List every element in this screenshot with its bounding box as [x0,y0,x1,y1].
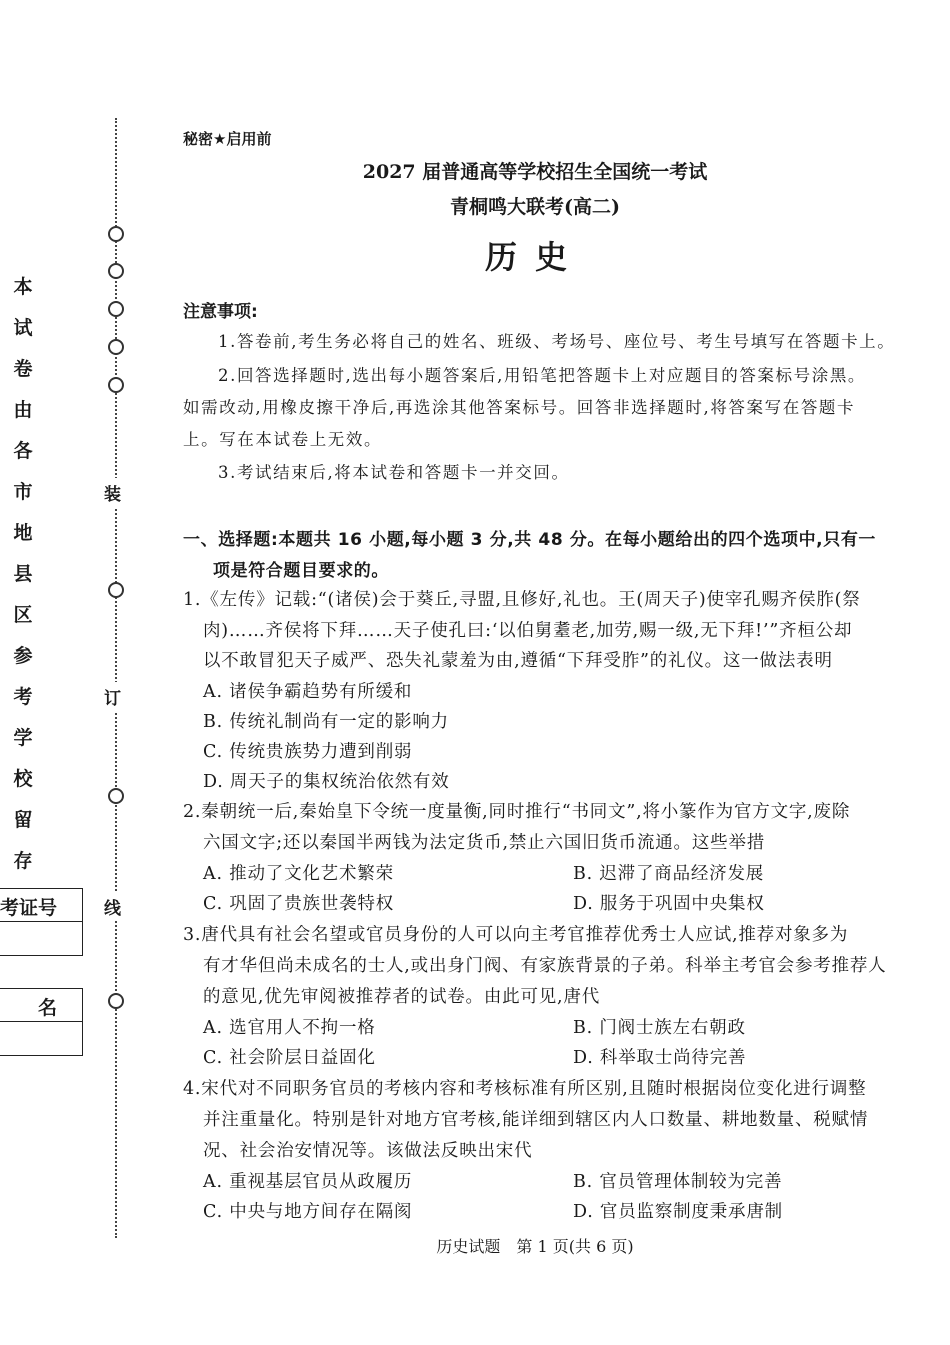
side-note-char: 考 [13,686,33,708]
side-note-char: 本 [13,276,33,298]
option-a: A. 重视基层官员从政履历 [203,1172,413,1192]
binding-ring-icon [108,788,124,804]
exam-title: 2027 届普通高等学校招生全国统一考试 [362,161,708,183]
notice-line: 1.答卷前,考生务必将自己的姓名、班级、考场号、座位号、考生号填写在答题卡上。 [218,332,896,351]
option-d: D. 周天子的集权统治依然有效 [203,772,450,792]
binding-ring-icon [108,993,124,1009]
binding-ring-icon [108,582,124,598]
notice-line: 如需改动,用橡皮擦干净后,再选涂其他答案标号。回答非选择题时,将答案写在答题卡 [183,398,856,417]
option-a: A. 选官用人不拘一格 [203,1018,376,1038]
binding-char-ding: 订 [104,682,121,711]
option-d: D. 服务于巩固中央集权 [573,894,765,914]
side-note-char: 由 [13,399,33,421]
binding-char-xian: 线 [104,892,121,921]
name-label: 名 [38,997,58,1019]
option-c: C. 中央与地方间存在隔阂 [203,1202,413,1222]
notice-line: 2.回答选择题时,选出每小题答案后,用铅笔把答题卡上对应题目的答案标号涂黑。 [218,366,867,385]
side-note-char: 学 [13,727,33,749]
side-note-char: 试 [13,317,33,339]
exam-number-label: 考证号 [0,897,58,919]
option-b: B. 官员管理体制较为完善 [573,1172,783,1192]
question-stem: 有才华但尚未成名的士人,或出身门阀、有家族背景的子弟。科举主考官会参考推荐人 [203,956,887,976]
option-b: B. 传统礼制尚有一定的影响力 [203,712,449,732]
option-d: D. 官员监察制度秉承唐制 [573,1202,783,1222]
question-stem: 六国文字;还以秦国半两钱为法定货币,禁止六国旧货币流通。这些举措 [203,833,766,853]
question-stem: 4.宋代对不同职务官员的考核内容和考核标准有所区别,且随时根据岗位变化进行调整 [183,1079,867,1099]
option-c: C. 传统贵族势力遭到削弱 [203,742,413,762]
side-note-char: 留 [13,809,33,831]
binding-ring-icon [108,377,124,393]
question-stem: 1.《左传》记载:“(诸侯)会于葵丘,寻盟,且修好,礼也。王(周天子)使宰孔赐齐侯胙(祭 [183,590,861,610]
binding-ring-icon [108,301,124,317]
question-stem: 况、社会治安情况等。该做法反映出宋代 [203,1141,533,1161]
side-note-char: 区 [13,604,33,626]
option-a: A. 推动了文化艺术繁荣 [203,864,394,884]
side-note-char: 各 [13,440,33,462]
notice-title: 注意事项: [183,302,258,322]
notice-line: 3.考试结束后,将本试卷和答题卡一并交回。 [218,463,570,482]
question-stem: 以不敢冒犯天子威严、恐失礼蒙羞为由,遵循“下拜受胙”的礼仪。这一做法表明 [203,651,833,671]
question-stem: 2.秦朝统一后,秦始皇下令统一度量衡,同时推行“书同文”,将小篆作为官方文字,废除 [183,802,851,822]
option-d: D. 科举取士尚待完善 [573,1048,747,1068]
option-b: B. 门阀士族左右朝政 [573,1018,746,1038]
question-stem: 并注重量化。特别是针对地方官考核,能详细到辖区内人口数量、耕地数量、税赋情 [203,1110,869,1130]
section-heading: 项是符合题目要求的。 [213,561,389,581]
option-a: A. 诸侯争霸趋势有所缓和 [203,682,413,702]
side-note-char: 卷 [13,358,33,380]
option-c: C. 巩固了贵族世袭特权 [203,894,394,914]
side-note-char: 存 [13,850,33,872]
confidential-mark: 秘密★启用前 [183,130,272,148]
option-b: B. 迟滞了商品经济发展 [573,864,765,884]
side-note-char: 市 [13,481,33,503]
option-c: C. 社会阶层日益固化 [203,1048,376,1068]
exam-subtitle: 青桐鸣大联考(高二) [450,196,620,218]
side-note-char: 县 [13,563,33,585]
side-note-char: 地 [13,522,33,544]
question-stem: 肉)……齐侯将下拜……天子使孔曰:‘以伯舅耋老,加劳,赐一级,无下拜!’”齐桓公却 [203,621,853,641]
exam-number-box[interactable] [0,888,83,956]
page-footer: 历史试题 第 1 页(共 6 页) [436,1237,634,1256]
binding-char-zhuang: 装 [104,478,121,507]
question-stem: 的意见,优先审阅被推荐者的试卷。由此可见,唐代 [203,987,601,1007]
question-stem: 3.唐代具有社会名望或官员身份的人可以向主考官推荐优秀士人应试,推荐对象多为 [183,925,849,945]
binding-ring-icon [108,339,124,355]
subject-title: 历史 [484,238,585,276]
notice-line: 上。写在本试卷上无效。 [183,430,383,449]
binding-dotted-line [115,118,117,1238]
section-heading: 一、选择题:本题共 16 小题,每小题 3 分,共 48 分。在每小题给出的四个选项中,只有一 [183,530,877,550]
name-box[interactable] [0,988,83,1056]
side-note-char: 参 [13,645,33,667]
side-note-char: 校 [13,768,33,790]
